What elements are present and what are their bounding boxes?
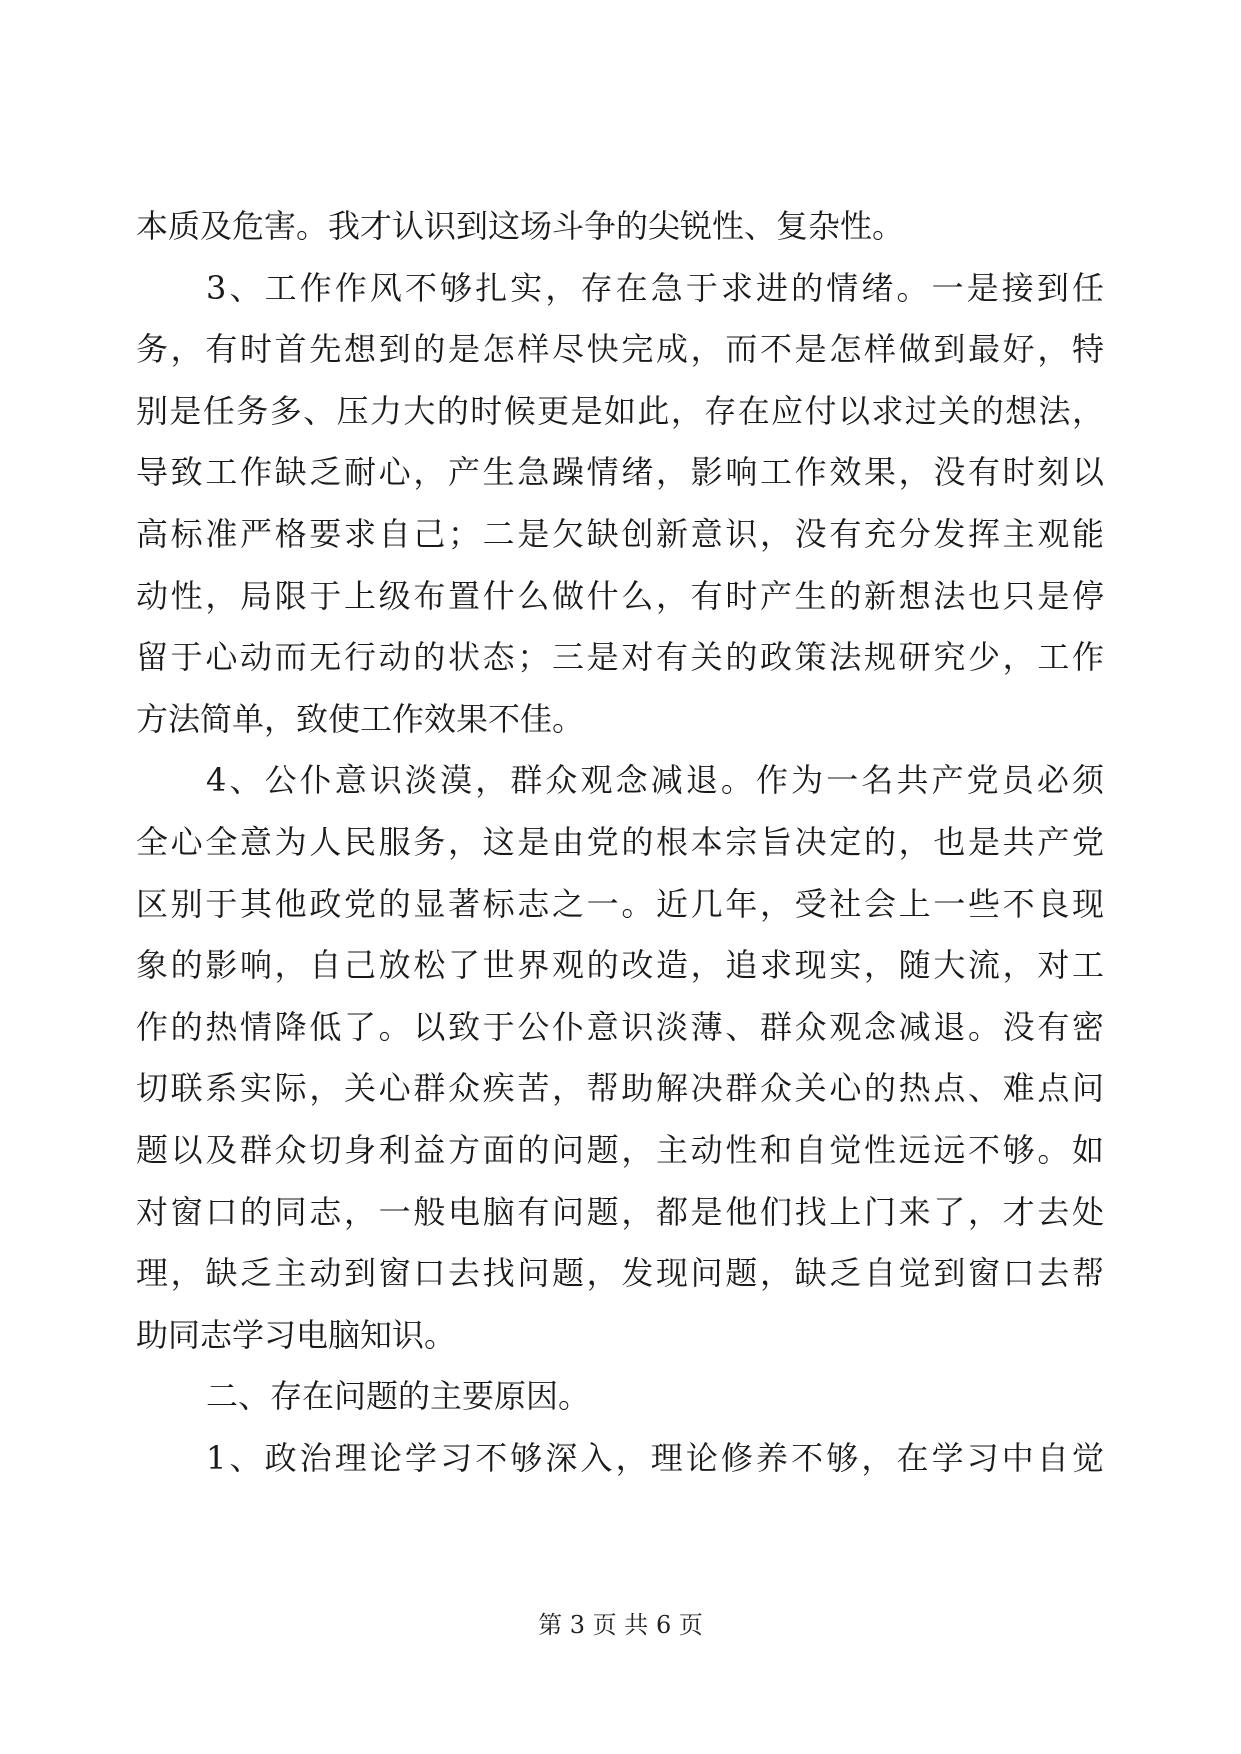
paragraph-line: 理，缺乏主动到窗口去找问题，发现问题，缺乏自觉到窗口去帮 — [136, 1254, 1104, 1293]
paragraph-line: 3、工作作风不够扎实，存在急于求进的情绪。一是接到任 — [206, 268, 1104, 307]
body-text — [136, 196, 1104, 1489]
page-number-footer: 第 3 页 共 6 页 — [538, 1611, 703, 1639]
paragraph-line: 作的热情降低了。以致于公仆意识淡薄、群众观念减退。没有密 — [136, 1007, 1104, 1046]
paragraph-line: 务，有时首先想到的是怎样尽快完成，而不是怎样做到最好，特 — [136, 330, 1104, 369]
paragraph-line: 本质及危害。我才认识到这场斗争的尖锐性、复杂性。 — [136, 207, 905, 245]
paragraph-line: 高标准严格要求自己；二是欠缺创新意识，没有充分发挥主观能 — [136, 514, 1104, 553]
paragraph-line: 切联系实际，关心群众疾苦，帮助解决群众关心的热点、难点问 — [136, 1069, 1104, 1108]
paragraph-line: 全心全意为人民服务，这是由党的根本宗旨决定的，也是共产党 — [136, 822, 1104, 861]
paragraph-line: 1、政治理论学习不够深入，理论修养不够，在学习中自觉 — [206, 1438, 1104, 1477]
paragraph-line: 区别于其他政党的显著标志之一。近几年，受社会上一些不良现 — [136, 884, 1104, 923]
paragraph-line: 象的影响，自己放松了世界观的改造，追求现实，随大流，对工 — [136, 946, 1104, 985]
paragraph-line: 动性，局限于上级布置什么做什么，有时产生的新想法也只是停 — [136, 576, 1104, 615]
paragraph-line: 题以及群众切身利益方面的问题，主动性和自觉性远远不够。如 — [136, 1130, 1104, 1169]
paragraph-line: 4、公仆意识淡漠，群众观念减退。作为一名共产党员必须 — [206, 761, 1104, 800]
paragraph-line: 助同志学习电脑知识。 — [136, 1315, 457, 1354]
paragraph-line: 导致工作缺乏耐心，产生急躁情绪，影响工作效果，没有时刻以 — [136, 453, 1104, 492]
paragraph-line: 别是任务多、压力大的时候更是如此，存在应付以求过关的想法， — [136, 391, 1104, 430]
paragraph-line: 方法简单，致使工作效果不佳。 — [136, 699, 585, 738]
section-heading: 二、存在问题的主要原因。 — [206, 1377, 591, 1416]
paragraph-line: 对窗口的同志，一般电脑有问题，都是他们找上门来了，才去处 — [136, 1192, 1104, 1231]
paragraph-line: 留于心动而无行动的状态；三是对有关的政策法规研究少，工作 — [136, 638, 1104, 677]
